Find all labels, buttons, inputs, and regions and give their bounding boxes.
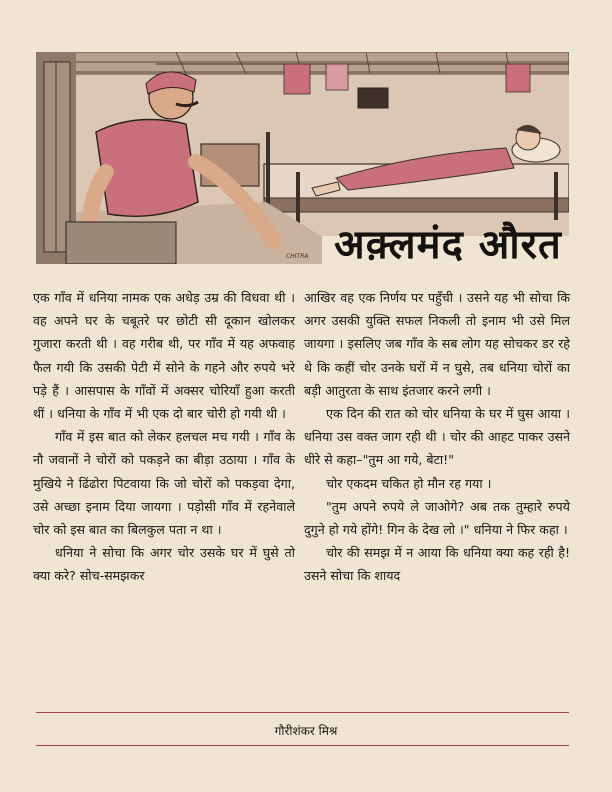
- paragraph: धनिया ने सोचा कि अगर चोर उसके घर में घुसे तो क्या करे? सोच-समझकर: [33, 545, 295, 584]
- paragraph: गाँव में इस बात को लेकर हलचल मच गयी । गाँव के नौ जवानों ने चोरों को पकड़ने का बीड़ा उठाया । गाँव के मुखिये ने ढिंढोरा पिटवाया कि जो चोरों को पकड़वा देगा, उसे अच्छा इनाम दिया जायगा । पड़ोसी गाँव में रहनेवाले चोर को इस बात का बिलकुल पता न था ।: [33, 429, 295, 538]
- author-name: गौरीशंकर मिश्र: [274, 724, 338, 738]
- paragraph: एक दिन की रात को चोर धनिया के घर में घुस आया । धनिया उस वक्त जाग रही थी । चोर की आहट पाकर उसने धीरे से कहा–"तुम आ गये, बेटा!": [304, 406, 570, 468]
- footer-rule-bottom: [36, 745, 569, 746]
- story-title: अक़्लमंद औरत: [334, 222, 562, 268]
- paragraph: चोर एकदम चकित हो मौन रह गया ।: [326, 475, 492, 491]
- text-column-right: [304, 286, 570, 588]
- wall-window: [358, 88, 388, 108]
- paragraph: आखिर वह एक निर्णय पर पहुँची । उसने यह भी सोचा कि अगर उसकी युक्ति सफल निकली तो इनाम भी उसे मिल जायगा । इसलिए जब गाँव के सब लोग यह सोचकर डर रहे थे कि कहीं चोर उनके घरों में न घुसे, तब धनिया चोरों का बड़ी आतुरता के साथ इंतजार करने लगी ।: [304, 290, 570, 398]
- paragraph: चोर की समझ में न आया कि धनिया क्या कह रही है! उसने सोचा कि शायद: [304, 545, 570, 584]
- paragraph-text: एक गाँव में धनिया नामक एक अधेड़ उम्र की विधवा थी । वह अपने घर के चबूतरे पर छोटी सी दूकान खोलकर गुजारा करती थी । वह गरीब थी, पर गाँव में यह अफवाह फैल गयी कि उसकी पेटी में सोने के गहने और रुपये भरे पड़े हैं । आसपास के गाँवों में अक्सर चोरियाँ हुआ करती थीं । धनिया के गाँव में भी एक दो बार चोरी हो गयी थी ।: [33, 290, 295, 422]
- artist-signature: CHITRA: [286, 253, 309, 260]
- paragraph: [33, 286, 295, 425]
- text-column-left: [33, 286, 295, 588]
- paragraph: "तुम अपने रुपये ले जाओगे? अब तक तुम्हारे रुपये दुगुने हो गये होंगे! गिन के देख लो ।" धनिया ने फिर कहा ।: [304, 498, 570, 538]
- footer-rule-top: [36, 712, 569, 713]
